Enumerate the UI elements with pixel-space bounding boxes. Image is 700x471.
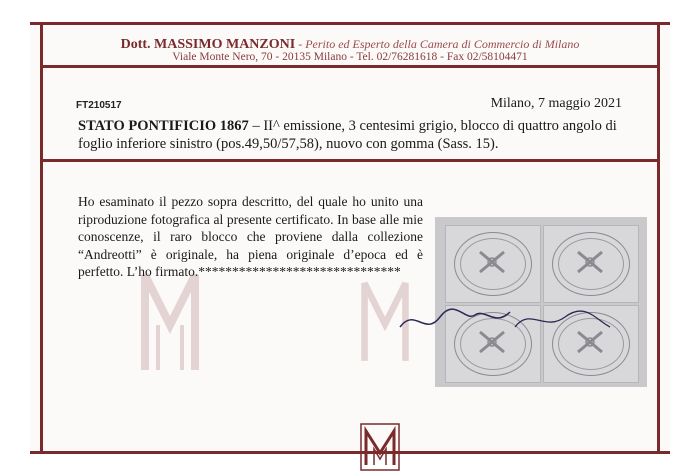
stamp [445,225,541,303]
keys-emblem-icon [476,248,508,276]
divider-header [40,65,660,68]
expert-address: Viale Monte Nero, 70 - 20135 Milano - Tel. 02/76281618 - Fax 02/58104471 [172,51,528,63]
certificate-sheet [30,22,670,454]
expert-name: Dott. MASSIMO MANZONI [120,37,296,52]
certificate-body: Ho esaminato il pezzo sopra descritto, del quale ho unito una riproduzione fotografica al presente certificato. In base alle mie conoscenze, il raro blocco che proviene dalla collezione “Andreotti” è originale, ha piena originale d’epoca ed è perfetto. L’ho firmato.****************************** [78,194,423,279]
certificate-code: FT210517 [76,100,122,111]
frame-left [40,25,43,451]
divider-title [40,159,660,162]
signature [395,297,615,347]
place-date: Milano, 7 maggio 2021 [490,96,622,111]
watermark-logo [140,265,200,375]
mm-monogram-logo-icon [360,423,400,471]
frame-right [657,25,660,451]
expert-role: - Perito ed Esperto della Camera di Commercio di Milano [295,37,580,51]
keys-emblem-icon [574,248,606,276]
stamp-block-photo [435,217,647,387]
title-bold: STATO PONTIFICIO 1867 [78,118,249,134]
stamp [543,225,639,303]
certificate-title [78,117,623,153]
title-rest: – II^ emissione, 3 centesimi grigio, blocco di quattro angolo di foglio inferiore sinistro (pos.49,50/57,58), nuovo con gomma (Sass. 15). [78,118,617,152]
